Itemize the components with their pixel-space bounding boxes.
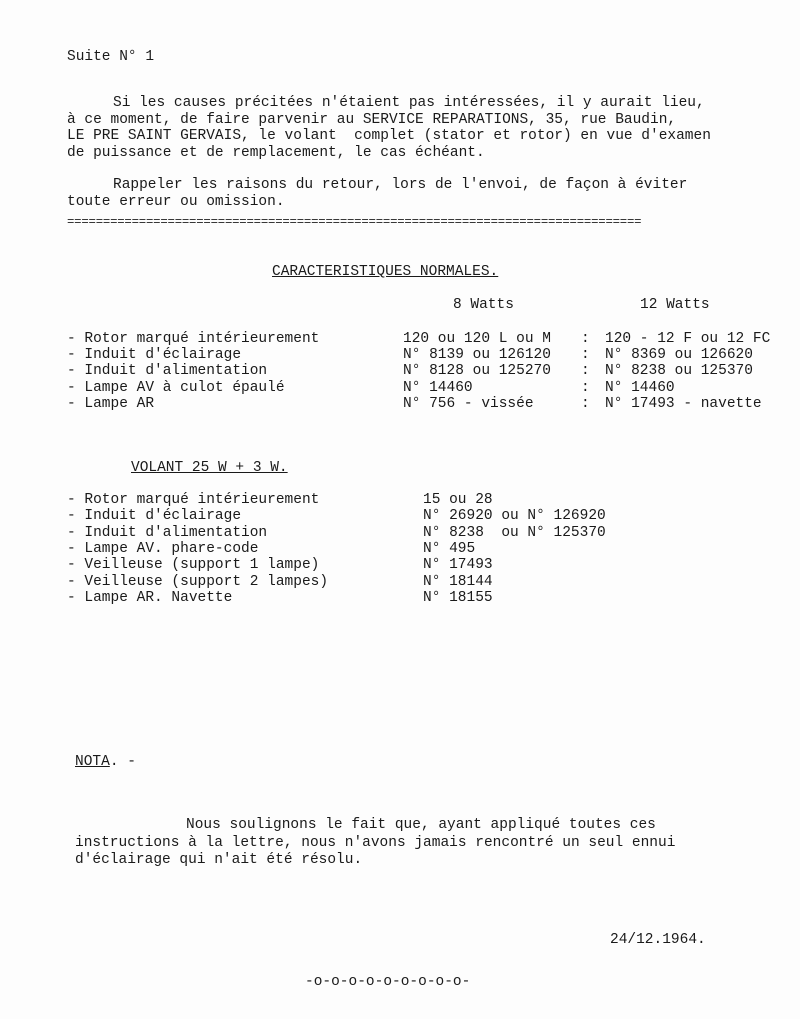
column-separator: : [581,379,590,396]
volant-row [0,525,800,541]
volant-value: N° 8238 ou N° 125370 [423,524,606,541]
spec-row [0,331,800,347]
column-header-12w: 12 Watts [640,297,710,313]
volant-value: N° 18144 [423,573,493,590]
volant-row [0,541,800,557]
spec-value-12w: N° 14460 [605,379,675,396]
paragraph1-line: de puissance et de remplacement, le cas échéant. [67,145,485,161]
volant-row [0,492,800,508]
volant-label: - Induit d'alimentation [67,524,268,541]
section1-title: CARACTERISTIQUES NORMALES. [272,264,499,280]
volant-value: N° 18155 [423,589,493,606]
spec-label: - Lampe AV à culot épaulé [67,379,285,396]
paragraph1-line: LE PRE SAINT GERVAIS, le volant complet (stator et rotor) en vue d'examen [67,128,711,144]
column-separator: : [581,347,590,364]
spec-row [0,380,800,396]
paragraph2-line: toute erreur ou omission. [67,194,285,210]
spec-row [0,347,800,363]
nota-line: d'éclairage qui n'ait été résolu. [75,852,363,868]
spec-row [0,396,800,412]
spec-label: - Rotor marqué intérieurement [67,331,320,347]
section2-title: VOLANT 25 W + 3 W. [131,460,288,476]
column-separator: : [581,363,590,380]
volant-row [0,557,800,573]
spec-value-12w: 120 - 12 F ou 12 FC [605,331,771,347]
nota-title: NOTA [75,754,110,770]
spec-value-8w: 120 ou 120 L ou M [403,331,551,347]
spec-value-8w: N° 14460 [403,379,473,396]
volant-label: - Veilleuse (support 1 lampe) [67,557,320,574]
nota-line: Nous soulignons le fait que, ayant appliqué toutes ces [186,817,656,833]
nota-heading [75,754,136,770]
volant-label: - Veilleuse (support 2 lampes) [67,573,329,590]
volant-label: - Induit d'éclairage [67,508,242,525]
volant-value: N° 26920 ou N° 126920 [423,508,606,525]
volant-row [0,590,800,606]
footer-ornament: -o-o-o-o-o-o-o-o-o- [305,974,471,990]
paragraph1-line: Si les causes précitées n'étaient pas intéressées, il y aurait lieu, [113,95,705,111]
volant-value: N° 17493 [423,557,493,574]
volant-value: 15 ou 28 [423,492,493,508]
paragraph1-line: à ce moment, de faire parvenir au SERVICE REPARATIONS, 35, rue Baudin, [67,112,677,128]
volant-label: - Lampe AR. Navette [67,589,233,606]
spec-label: - Induit d'alimentation [67,363,268,380]
nota-suffix: . - [109,754,136,770]
spec-label: - Lampe AR [67,395,155,412]
spec-label: - Induit d'éclairage [67,347,242,364]
column-header-8w: 8 Watts [453,297,514,313]
spec-value-12w: N° 17493 - navette [605,395,762,412]
spec-value-8w: N° 8139 ou 126120 [403,347,551,364]
volant-row [0,508,800,524]
nota-line: instructions à la lettre, nous n'avons jamais rencontré un seul ennui [75,835,676,851]
spec-value-12w: N° 8238 ou 125370 [605,363,753,380]
volant-row [0,574,800,590]
column-separator: : [581,395,590,412]
spec-value-12w: N° 8369 ou 126620 [605,347,753,364]
volant-label: - Rotor marqué intérieurement [67,492,320,508]
spec-value-8w: N° 8128 ou 125270 [403,363,551,380]
document-date: 24/12.1964. [610,932,706,948]
paragraph2-line: Rappeler les raisons du retour, lors de l'envoi, de façon à éviter [113,177,688,193]
volant-label: - Lampe AV. phare-code [67,540,259,557]
column-separator: : [581,331,590,347]
spec-value-8w: N° 756 - vissée [403,395,534,412]
volant-value: N° 495 [423,540,476,557]
separator-line: ================================================================================ [67,215,642,229]
spec-row [0,363,800,379]
page-header: Suite N° 1 [67,49,155,65]
